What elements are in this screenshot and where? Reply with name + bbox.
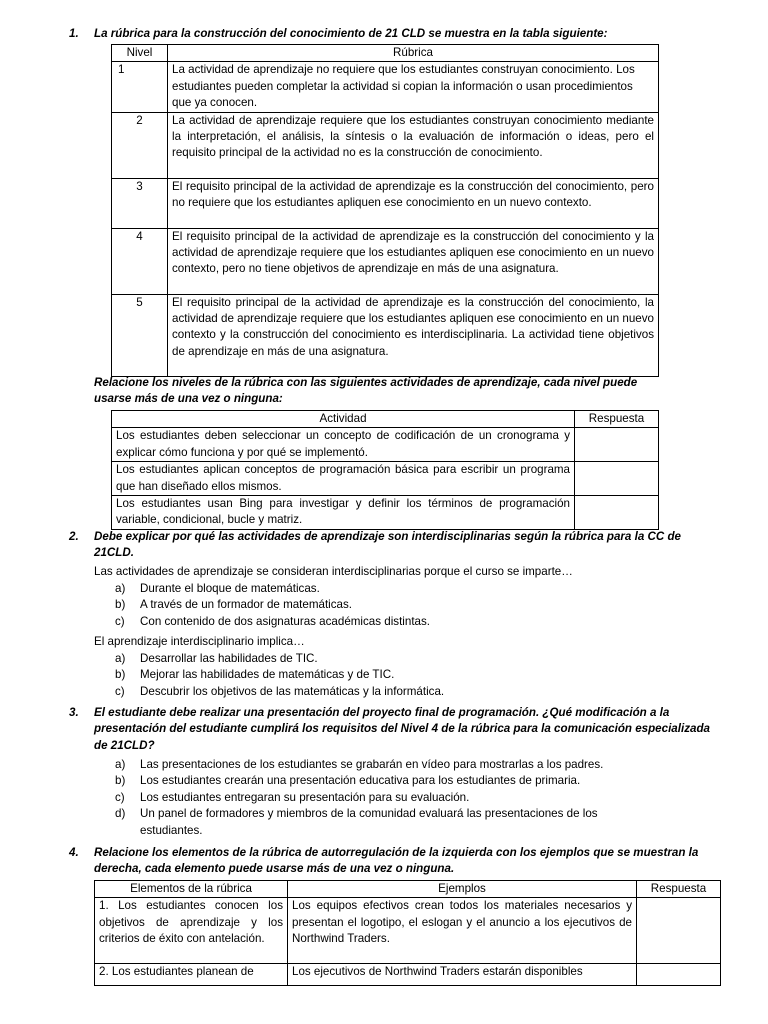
question-2-text: Debe explicar por qué las actividades de aprendizaje son interdisciplinarias según la rúbrica para la CC de 21CLD. — [94, 530, 681, 560]
rubric-row — [112, 228, 659, 294]
option-marker: c) — [115, 614, 125, 628]
activity-header-activity: Actividad — [112, 411, 575, 428]
rubric-level: 1 — [112, 62, 168, 112]
rubric-header-level: Nivel — [112, 45, 168, 62]
rubric-level: 3 — [112, 178, 168, 228]
option-b[interactable] — [115, 597, 675, 613]
rubric-level: 4 — [112, 228, 168, 294]
option-c[interactable] — [115, 684, 675, 700]
option-text: Mejorar las habilidades de matemáticas y de TIC. — [140, 668, 395, 682]
option-marker: c) — [115, 790, 125, 804]
option-a[interactable] — [115, 757, 660, 773]
option-b[interactable] — [115, 773, 660, 789]
activity-header-row — [112, 411, 659, 428]
question-2-prompt — [69, 529, 714, 562]
option-b[interactable] — [115, 667, 675, 683]
question-3-prompt — [69, 705, 714, 754]
example-text: Los equipos efectivos crean todos los materiales necesarios y presentan el logotipo, el eslogan y el anuncio a los ejecutivos de Northwind Traders. — [288, 898, 637, 964]
rubric-row — [112, 294, 659, 376]
question-1-instruction: Relacione los niveles de la rúbrica con las siguientes actividades de aprendizaje, cada nivel puede usarse más de una vez o ninguna: — [94, 376, 638, 406]
rubric-header-rubric: Rúbrica — [168, 45, 659, 62]
rubric-row — [112, 112, 659, 178]
example-text-content: Los ejecutivos de Northwind Traders estarán disponibles — [292, 965, 583, 979]
activity-header-answer: Respuesta — [575, 411, 659, 428]
header-examples: Ejemplos — [288, 881, 637, 898]
rubric-description: El requisito principal de la actividad de aprendizaje es la construcción del conocimiento, la actividad de aprendizaje requiere que los estudiantes apliquen ese conocimiento en un nuevo contexto y la construcción del conocimiento es interdisciplinaria. La actividad tiene objetivos de aprendizaje en más de una asignatura. — [168, 294, 659, 376]
activity-text: Los estudiantes usan Bing para investigar y definir los términos de programación variable, condicional, bucle y matriz. — [112, 496, 575, 530]
rubric-description: El requisito principal de la actividad de aprendizaje es la construcción del conocimiento, pero no requiere que los estudiantes apliquen ese conocimiento en un nuevo contexto. — [168, 178, 659, 228]
rubric-element: 1. Los estudiantes conocen los objetivos de aprendizaje y los criterios de éxito con antelación. — [95, 898, 288, 964]
self-regulation-header-row — [95, 881, 721, 898]
question-1-number: 1. — [69, 27, 79, 40]
option-text: A través de un formador de matemáticas. — [140, 598, 353, 612]
option-text: Los estudiantes entregaran su presentación para su evaluación. — [140, 790, 470, 804]
question-4-prompt — [69, 845, 724, 878]
question-2-part2-options — [115, 651, 675, 700]
option-marker: b) — [115, 598, 126, 612]
option-text: Un panel de formadores y miembros de la comunidad evaluará las presentaciones de los estudiantes. — [140, 807, 598, 837]
rubric-description: La actividad de aprendizaje no requiere que los estudiantes construyan conocimiento. Los estudiantes pueden completar la actividad si copian la información o usan procedimientos que ya conocen. — [168, 62, 659, 112]
option-a[interactable] — [115, 651, 675, 667]
option-text: Con contenido de dos asignaturas académicas distintas. — [140, 614, 431, 628]
header-answer: Respuesta — [637, 881, 721, 898]
rubric-row — [112, 62, 659, 112]
rubric-header-row — [112, 45, 659, 62]
activity-text: Los estudiantes aplican conceptos de programación básica para escribir un programa que han diseñado ellos mismos. — [112, 462, 575, 496]
example-text — [288, 964, 637, 986]
option-text: Las presentaciones de los estudiantes se grabarán en vídeo para mostrarlas a los padres. — [140, 758, 604, 771]
rubric-description: El requisito principal de la actividad de aprendizaje es la construcción del conocimiento y la actividad de aprendizaje requiere que los estudiantes apliquen ese conocimiento en un nuevo contexto, pero no tiene objetivos de aprendizaje en más de una asignatura. — [168, 228, 659, 294]
question-4-number: 4. — [69, 846, 79, 859]
self-regulation-row — [95, 898, 721, 964]
activity-row — [112, 496, 659, 530]
activity-answer-cell[interactable] — [575, 496, 659, 530]
option-marker: c) — [115, 684, 125, 698]
question-2-part1-options — [115, 581, 675, 630]
option-a[interactable] — [115, 581, 675, 597]
question-2-part2-stem: El aprendizaje interdisciplinario implica… — [94, 635, 305, 648]
question-3-options — [115, 757, 660, 839]
rubric-level: 2 — [112, 112, 168, 178]
activity-row — [112, 428, 659, 462]
question-1-text: La rúbrica para la construcción del conocimiento de 21 CLD se muestra en la tabla siguiente: — [94, 27, 608, 40]
activity-text: Los estudiantes deben seleccionar un concepto de codificación de un cronograma y explicar cómo funciona y por qué se implementó. — [112, 428, 575, 462]
option-text: Los estudiantes crearán una presentación educativa para los estudiantes de primaria. — [140, 774, 581, 788]
rubric-element-text: 2. Los estudiantes planean de — [99, 965, 254, 979]
option-marker: b) — [115, 774, 126, 788]
rubric-table — [111, 44, 659, 377]
option-text: Descubrir los objetivos de las matemáticas y la informática. — [140, 684, 445, 698]
option-text: Durante el bloque de matemáticas. — [140, 582, 320, 595]
option-c[interactable] — [115, 614, 675, 630]
rubric-row — [112, 178, 659, 228]
option-marker: b) — [115, 668, 126, 682]
rubric-description: La actividad de aprendizaje requiere que los estudiantes construyan conocimiento mediante la interpretación, el análisis, la síntesis o la evaluación de información o ideas, pero el requisito principal de la actividad no es la construcción de conocimiento. — [168, 112, 659, 178]
self-regulation-row — [95, 964, 721, 986]
question-1-prompt — [69, 26, 674, 42]
activity-table — [111, 410, 659, 530]
rubric-level: 5 — [112, 294, 168, 376]
question-2-part1-stem: Las actividades de aprendizaje se consideran interdisciplinarias porque el curso se imparte… — [94, 565, 573, 578]
question-2-number: 2. — [69, 530, 79, 543]
question-3-number: 3. — [69, 706, 79, 719]
option-text: Desarrollar las habilidades de TIC. — [140, 652, 318, 665]
answer-cell[interactable] — [637, 964, 721, 986]
option-marker: a) — [115, 652, 126, 665]
activity-answer-cell[interactable] — [575, 428, 659, 462]
question-4-text: Relacione los elementos de la rúbrica de autorregulación de la izquierda con los ejemplos que se muestran la derecha, cada elemento puede usarse más de una vez o ninguna. — [94, 846, 699, 876]
rubric-element — [95, 964, 288, 986]
question-3-text: El estudiante debe realizar una presentación del proyecto final de programación. ¿Qué modificación a la presentación del estudiante cumplirá los requisitos del Nivel 4 de la rúbrica para la comunicación especializada de 21CLD? — [94, 706, 710, 752]
answer-cell[interactable] — [637, 898, 721, 964]
self-regulation-table — [94, 880, 721, 986]
activity-answer-cell[interactable] — [575, 462, 659, 496]
option-d[interactable] — [115, 806, 660, 839]
option-marker: a) — [115, 758, 126, 771]
option-marker: d) — [115, 807, 126, 821]
option-c[interactable] — [115, 790, 660, 806]
option-marker: a) — [115, 582, 126, 595]
header-elements: Elementos de la rúbrica — [95, 881, 288, 898]
activity-row — [112, 462, 659, 496]
